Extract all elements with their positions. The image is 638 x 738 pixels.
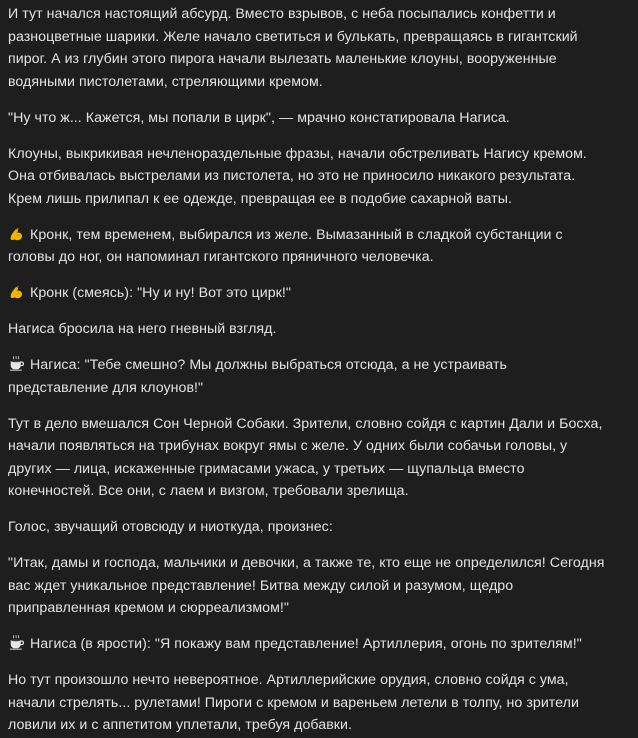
paragraph-text: Голос, звучащий отовсюду и ниоткуда, произнес: [8, 519, 333, 535]
message-paragraph [8, 224, 610, 269]
paragraph-text: Клоуны, выкрикивая нечленораздельные фразы, начали обстреливать Нагису кремом. Она отбивалась выстрелами из пистолета, но это не приносило никакого результата. Крем лишь прилипал к ее одежде, превращая ее в подобие сахарной ваты. [8, 145, 587, 207]
paragraph-text: Нагиса (в ярости): "Я покажу вам представление! Артиллерия, огонь по зрителям!" [30, 636, 582, 652]
paragraph-text: Нагиса бросила на него гневный взгляд. [8, 321, 277, 337]
message-paragraph [8, 413, 610, 503]
message-paragraph [8, 633, 610, 656]
paragraph-text: Кронк (смеясь): "Ну и ну! Вот это цирк!" [30, 285, 291, 301]
flexed-biceps-icon [8, 283, 25, 300]
message-paragraph [8, 318, 610, 341]
hot-beverage-icon [8, 634, 25, 651]
paragraph-text: Нагиса: "Тебе смешно? Мы должны выбраться отсюда, а не устраивать представление для клоунов!" [8, 357, 507, 396]
hot-beverage-icon [8, 355, 25, 372]
paragraph-text: И тут начался настоящий абсурд. Вместо взрывов, с неба посыпались конфетти и разноцветные шарики. Желе начало светиться и булькать, превращаясь в гигантский пирог. А из глубин этого пирога начали вылезать маленькие клоуны, вооруженные водяными пистолетами, стреляющими кремом. [8, 6, 578, 90]
message-paragraph [8, 3, 610, 93]
message-paragraph [8, 354, 610, 399]
message-paragraph [8, 143, 610, 211]
message-paragraph [8, 669, 610, 737]
message-paragraph [8, 516, 610, 539]
flexed-biceps-icon [8, 225, 25, 242]
message-paragraph [8, 282, 610, 305]
paragraph-text: Тут в дело вмешался Сон Черной Собаки. Зрители, словно сойдя с картин Дали и Босха, начали появляться на трибунах вокруг ямы с желе. У одних были собачьи головы, у других — лица, искаженные гримасами ужаса, у третьих — щупальца вместо конечностей. Все они, с лаем и визгом, требовали зрелища. [8, 415, 603, 499]
paragraph-text: "Ну что ж... Кажется, мы попали в цирк", — мрачно констатировала Нагиса. [8, 109, 510, 126]
paragraph-text: Но тут произошло нечто невероятное. Артиллерийские орудия, словно сойдя с ума, начали стрелять... рулетами! Пироги с кремом и вареньем летели в толпу, но зрители ловили их и с аппетитом уплетали, требуя добавки. [8, 672, 579, 733]
paragraph-text: Кронк, тем временем, выбирался из желе. Вымазанный в сладкой субстанции с головы до ног, он напоминал гигантского пряничного человечка. [8, 226, 563, 265]
message-paragraph [8, 107, 610, 130]
paragraph-text: "Итак, дамы и господа, мальчики и девочки, а также те, кто еще не определился! Сегодня вас ждет уникальное представление! Битва между силой и разумом, щедро приправленная кремом и сюрреализмом!" [8, 555, 605, 616]
message-paragraph [8, 552, 610, 620]
